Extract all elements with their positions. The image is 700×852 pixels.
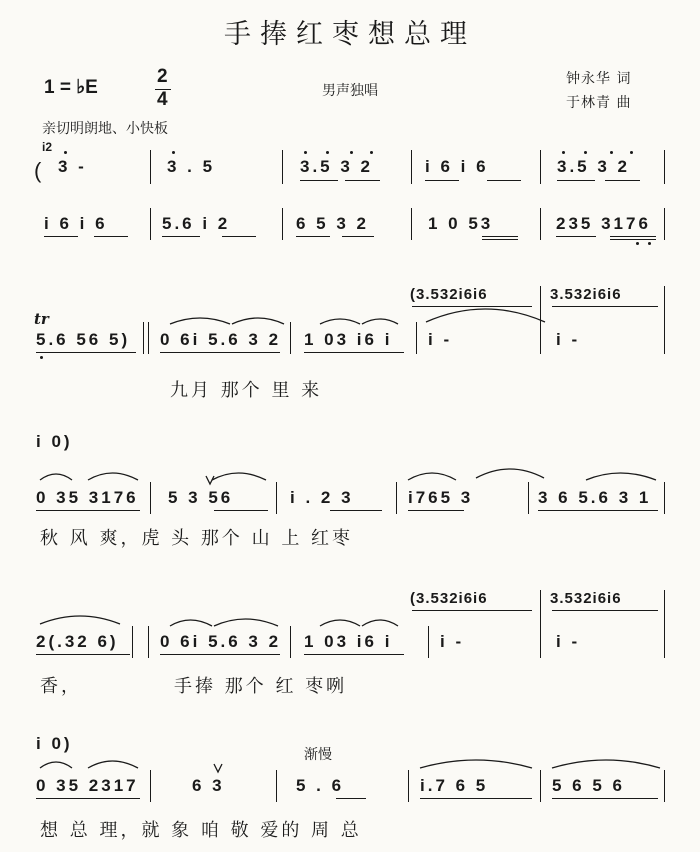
line4-measure-4: i765 3 — [408, 488, 474, 507]
slur — [362, 319, 398, 324]
key-signature: 1 = ♭E — [44, 77, 98, 98]
line6-measure-4: i.7 6 5 — [420, 776, 489, 795]
slur — [170, 318, 230, 324]
line4-measure-3: i . 2 3 — [290, 488, 354, 507]
line4-lyrics: 秋 风 爽，虎 头 那个 山 上 红枣 — [40, 528, 354, 549]
line6-pre-notes: i 0) — [36, 734, 73, 753]
line3-measure-2: 0 6i 5.6 3 2 — [160, 330, 282, 349]
line1-measure-4: i 6 i 6 — [425, 157, 489, 176]
line1-measure-1: 3 - — [58, 157, 87, 176]
slur — [212, 473, 266, 480]
line2-measure-3: 6 5 3 2 — [296, 214, 369, 233]
line6-measure-5: 5 6 5 6 — [552, 776, 625, 795]
trill-marking: tr — [34, 310, 49, 328]
breath-mark — [214, 764, 222, 772]
composer-credit: 于林青 曲 — [566, 95, 632, 111]
line1-measure-3: 3.5 3 2 — [300, 157, 373, 176]
slur — [408, 473, 456, 480]
line3-measure-3: 1 03 i6 i — [304, 330, 393, 349]
line6-measure-3: 5 . 6 — [296, 776, 345, 795]
slur — [40, 616, 120, 624]
line5-measure-3: 1 03 i6 i — [304, 632, 393, 651]
dim-marking: 渐慢 — [304, 747, 332, 763]
line5-measure-2: 0 6i 5.6 3 2 — [160, 632, 282, 651]
slur — [420, 760, 532, 768]
line3-measure-1: 5.6 56 5) — [36, 330, 131, 349]
slur — [214, 619, 278, 626]
performance-type: 男声独唱 — [322, 83, 378, 99]
line4-pre-notes: i 0) — [36, 432, 73, 451]
line5-lyrics-start: 香， — [40, 676, 82, 697]
line5-upper-phrase-2: 3.532i6i6 — [550, 590, 622, 607]
slur — [40, 762, 72, 768]
line2-measure-4: 1 0 53 — [428, 214, 494, 233]
line6-lyrics: 想 总 理，就 象 咱 敬 爱的 周 总 — [40, 820, 362, 841]
line3-upper-phrase-2: 3.532i6i6 — [550, 286, 622, 303]
line3-measure-5: i - — [556, 330, 581, 349]
line6-measure-2: 6 3 — [192, 776, 225, 795]
line3-measure-4: i - — [428, 330, 453, 349]
line2-measure-1: i 6 i 6 — [44, 214, 108, 233]
tempo-marking: 亲切明朗地、小快板 — [42, 121, 168, 137]
slur — [88, 761, 138, 768]
slur — [232, 318, 284, 324]
line1-measure-2: 3 . 5 — [167, 157, 216, 176]
line3-upper-phrase-1: (3.532i6i6 — [410, 286, 488, 303]
lyricist-credit: 钟永华 词 — [566, 71, 632, 87]
slur — [552, 760, 660, 768]
slur — [320, 620, 360, 626]
line4-measure-2: 5 3 56 — [168, 488, 234, 507]
line2-measure-2: 5.6 i 2 — [162, 214, 231, 233]
slur — [586, 473, 656, 480]
song-title: 手捧红枣想总理 — [224, 19, 476, 50]
line3-lyrics: 九月 那个 里 来 — [170, 380, 323, 401]
line5-measure-5: i - — [556, 632, 581, 651]
time-signature-denominator: 4 — [157, 89, 168, 110]
line4-measure-5: 3 6 5.6 3 1 — [538, 488, 652, 507]
line5-measure-4: i - — [440, 632, 465, 651]
line6-measure-1: 0 35 2317 — [36, 776, 139, 795]
tie — [426, 309, 545, 322]
line5-upper-phrase-1: (3.532i6i6 — [410, 590, 488, 607]
line1-measure-5: 3.5 3 2 — [557, 157, 630, 176]
line4-measure-1: 0 35 3176 — [36, 488, 139, 507]
opening-parenthesis: ( — [34, 158, 45, 183]
slur — [88, 473, 138, 480]
line5-measure-1: 2(.32 6) — [36, 632, 119, 651]
time-signature-numerator: 2 — [157, 66, 168, 87]
line2-measure-5: 235 3176 — [556, 214, 651, 233]
slur — [40, 474, 72, 480]
line5-lyrics: 手捧 那个 红 枣咧 — [174, 676, 348, 697]
slur — [362, 620, 398, 626]
slur — [320, 319, 360, 324]
slur — [170, 620, 212, 626]
grace-note: i2 — [42, 140, 53, 154]
tie — [476, 469, 544, 478]
